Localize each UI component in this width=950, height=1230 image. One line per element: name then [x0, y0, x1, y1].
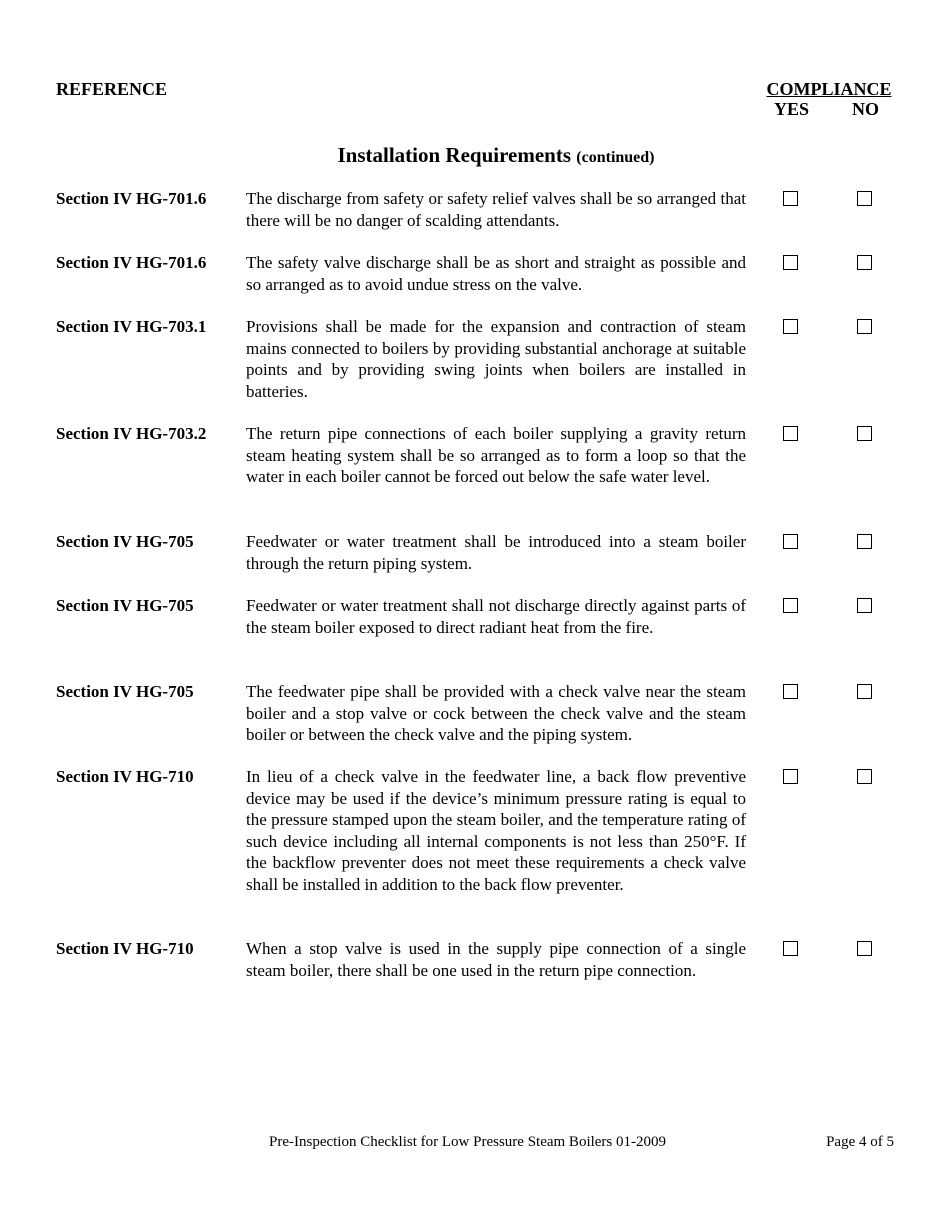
yes-column-label: YES [774, 99, 810, 119]
row-requirement-text: The safety valve discharge shall be as short and straight as possible and so arranged as to avoid undue stress on the valve. [246, 253, 746, 294]
row-reference: Section IV HG-705 [56, 682, 194, 701]
row-reference: Section IV HG-701.6 [56, 189, 207, 208]
row-reference: Section IV HG-703.2 [56, 424, 207, 443]
no-checkbox[interactable] [857, 255, 872, 270]
yes-checkbox[interactable] [783, 769, 798, 784]
row-requirement-text: Feedwater or water treatment shall not discharge directly against parts of the steam boiler exposed to direct radiant heat from the fire. [246, 596, 746, 637]
section-title [0, 143, 950, 168]
row-reference: Section IV HG-705 [56, 532, 194, 551]
no-checkbox[interactable] [857, 684, 872, 699]
row-requirement-text: When a stop valve is used in the supply pipe connection of a single steam boiler, there shall be one used in the return pipe connection. [246, 939, 746, 980]
footer-document-title: Pre-Inspection Checklist for Low Pressure Steam Boilers 01-2009 [269, 1134, 667, 1150]
yes-checkbox[interactable] [783, 598, 798, 613]
yes-checkbox[interactable] [783, 255, 798, 270]
row-requirement-text: Provisions shall be made for the expansion and contraction of steam mains connected to boilers by providing substantial anchorage at suitable points and by providing swing joints when boilers are installed in batteries. [246, 317, 746, 401]
no-checkbox[interactable] [857, 319, 872, 334]
row-reference: Section IV HG-703.1 [56, 317, 207, 336]
no-column-label: NO [852, 99, 879, 119]
no-checkbox[interactable] [857, 598, 872, 613]
yes-checkbox[interactable] [783, 534, 798, 549]
compliance-column-header [764, 79, 894, 119]
yes-checkbox[interactable] [783, 191, 798, 206]
row-requirement-text: The feedwater pipe shall be provided with a check valve near the steam boiler and a stop valve or cock between the check valve and the steam boiler or between the check valve and the piping system. [246, 682, 746, 744]
no-checkbox[interactable] [857, 941, 872, 956]
row-requirement-text: The discharge from safety or safety relief valves shall be so arranged that there will be no danger of scalding attendants. [246, 189, 746, 230]
compliance-label: COMPLIANCE [766, 79, 892, 99]
row-requirement-text: Feedwater or water treatment shall be introduced into a steam boiler through the return piping system. [246, 532, 746, 573]
yes-checkbox[interactable] [783, 426, 798, 441]
yes-checkbox[interactable] [783, 941, 798, 956]
reference-column-header: REFERENCE [56, 79, 168, 99]
yes-checkbox[interactable] [783, 684, 798, 699]
row-reference: Section IV HG-701.6 [56, 253, 207, 272]
no-checkbox[interactable] [857, 191, 872, 206]
section-title-continued: (continued) [576, 149, 655, 166]
no-checkbox[interactable] [857, 534, 872, 549]
row-reference: Section IV HG-710 [56, 939, 194, 958]
section-title-text: Installation Requirements [337, 143, 572, 167]
row-requirement-text: In lieu of a check valve in the feedwater line, a back flow preventive device may be used if the device’s minimum pressure rating is equal to the pressure stamped upon the steam boiler, and the temperature rating of such device including all internal components is not less than 250°F. If the backflow preventer does not meet these requirements a check valve shall be installed in addition to the back flow preventer. [246, 767, 746, 894]
row-reference: Section IV HG-705 [56, 596, 194, 615]
footer-page-number: Page 4 of 5 [826, 1134, 894, 1150]
yes-checkbox[interactable] [783, 319, 798, 334]
row-requirement-text: The return pipe connections of each boiler supplying a gravity return steam heating system shall be so arranged as to form a loop so that the water in each boiler cannot be forced out below the safe water level. [246, 424, 746, 486]
no-checkbox[interactable] [857, 426, 872, 441]
row-reference: Section IV HG-710 [56, 767, 194, 786]
no-checkbox[interactable] [857, 769, 872, 784]
